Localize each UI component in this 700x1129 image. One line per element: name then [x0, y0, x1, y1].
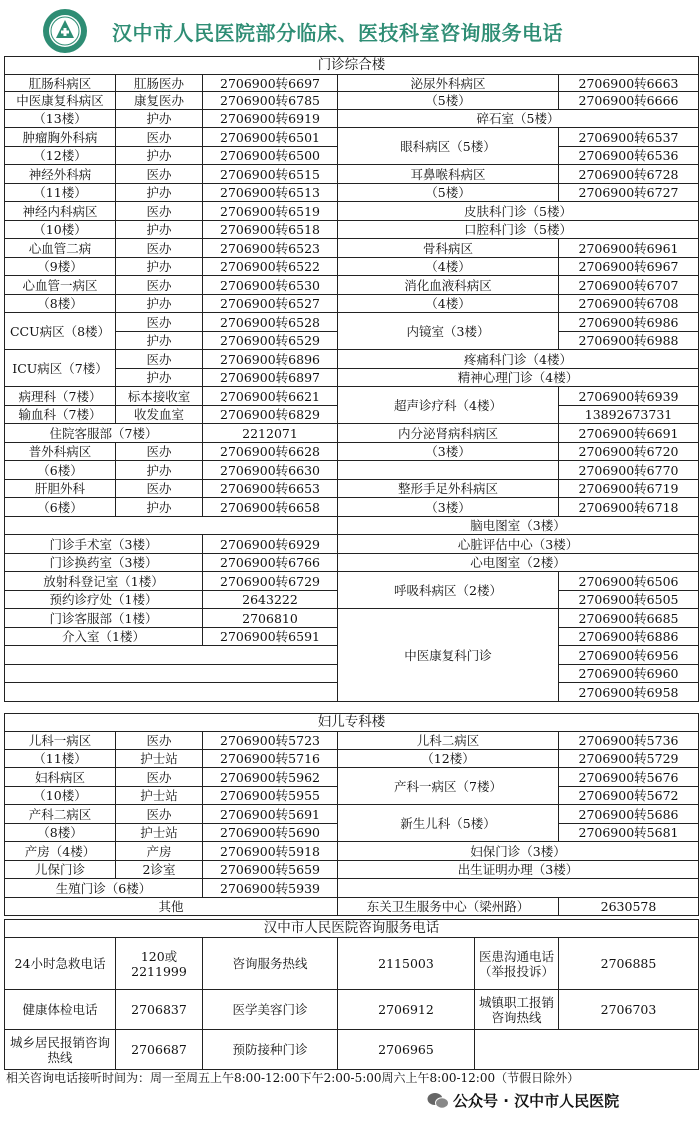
table-row [5, 572, 699, 591]
table-row [5, 732, 699, 750]
table-cell: 2706900转5918 [203, 842, 338, 861]
table-cell: 医办 [116, 768, 203, 787]
table-cell: 碎石室（5楼） [338, 110, 699, 128]
table-cell: 医患沟通电话（举报投诉） [475, 938, 559, 990]
table-cell: 护办 [116, 498, 203, 517]
table-cell: 超声诊疗科（4楼） [338, 387, 559, 424]
table-cell: 住院客服部（7楼） [5, 424, 203, 443]
table-cell: 2706900转6886 [559, 628, 699, 646]
table-cell: 心脏评估中心（3楼） [338, 535, 699, 554]
table-cell: 儿科一病区 [5, 732, 116, 750]
table-cell: CCU病区（8楼） [5, 313, 116, 350]
table-cell: 儿科二病区 [338, 732, 559, 750]
table-cell: 生殖门诊（6楼） [5, 879, 203, 898]
table-row [5, 350, 699, 369]
table-row [5, 842, 699, 861]
table-cell: 2706900转5723 [203, 732, 338, 750]
table-cell: （11楼） [5, 184, 116, 202]
table-cell: 2706900转6505 [559, 591, 699, 609]
table-cell: 2706900转6988 [559, 332, 699, 350]
table-cell: 2706900转6986 [559, 313, 699, 332]
table-cell: 2706900转5676 [559, 768, 699, 787]
table-cell: 2706900转6939 [559, 387, 699, 406]
table-cell: 2706900转6506 [559, 572, 699, 591]
table-cell: 医办 [116, 202, 203, 221]
table-cell: 产房（4楼） [5, 842, 116, 861]
table-row [5, 554, 699, 572]
table-cell: 护士站 [116, 824, 203, 842]
table-cell: 2706900转6919 [203, 110, 338, 128]
outpatient-table [4, 56, 699, 702]
hospital-logo [42, 8, 88, 54]
table-cell: 护办 [116, 184, 203, 202]
table-cell [5, 517, 338, 535]
table-cell: 2706837 [116, 990, 203, 1030]
table-cell [5, 683, 338, 702]
section-title: 妇儿专科楼 [5, 714, 699, 732]
table-cell: （6楼） [5, 498, 116, 517]
table-cell: 精神心理门诊（4楼） [338, 369, 699, 387]
table-cell: 2115003 [338, 938, 475, 990]
table-cell: （13楼） [5, 110, 116, 128]
table-cell: 医办 [116, 805, 203, 824]
table-row [5, 92, 699, 110]
table-cell: 2706900转6523 [203, 239, 338, 258]
table-cell: 心血管一病区 [5, 276, 116, 295]
table-row [5, 879, 699, 898]
table-cell: 2706900转6720 [559, 443, 699, 461]
section-title: 门诊综合楼 [5, 57, 699, 75]
table-cell: 2706900转6960 [559, 665, 699, 683]
table-row [5, 898, 699, 916]
table-cell: 口腔科门诊（5楼） [338, 221, 699, 239]
table-row [5, 202, 699, 221]
table-row [5, 75, 699, 92]
table-cell: 整形手足外科病区 [338, 480, 559, 498]
table-cell: 2706900转6515 [203, 165, 338, 184]
table-cell: （5楼） [338, 92, 559, 110]
table-cell: 产科一病区（7楼） [338, 768, 559, 805]
table-cell: 2706900转6537 [559, 128, 699, 147]
table-cell: 门诊换药室（3楼） [5, 554, 203, 572]
section-row [5, 920, 699, 938]
table-cell: 2706900转6685 [559, 609, 699, 628]
table-cell: 医办 [116, 165, 203, 184]
table-row [5, 258, 699, 276]
table-cell: 2706900转5690 [203, 824, 338, 842]
table-cell: 护办 [116, 332, 203, 350]
table-cell: 眼科病区（5楼） [338, 128, 559, 165]
table-cell: 脑电图室（3楼） [338, 517, 699, 535]
table-cell: 输血科（7楼） [5, 406, 116, 424]
table-cell: 2706703 [559, 990, 699, 1030]
table-cell: 护办 [116, 461, 203, 480]
table-row [5, 221, 699, 239]
table-row [5, 517, 699, 535]
table-cell: 2706900转5736 [559, 732, 699, 750]
table-cell: 医学美容门诊 [203, 990, 338, 1030]
table-cell: 2706900转6708 [559, 295, 699, 313]
watermark [427, 1090, 619, 1111]
table-cell: 2706900转6500 [203, 147, 338, 165]
table-cell: 2706900转6896 [203, 350, 338, 369]
table-cell: 内分泌肾病科病区 [338, 424, 559, 443]
section-row [5, 57, 699, 75]
table-cell: 2706900转6518 [203, 221, 338, 239]
table-cell: 2706900转6663 [559, 75, 699, 92]
table-cell: （9楼） [5, 258, 116, 276]
table-row [5, 861, 699, 879]
table-row [5, 295, 699, 313]
watermark-text: 公众号 · 汉中市人民医院 [453, 1092, 620, 1110]
table-cell [5, 665, 338, 683]
table-cell: 2706900转6929 [203, 535, 338, 554]
table-cell: 2706900转6527 [203, 295, 338, 313]
table-cell: 消化血液科病区 [338, 276, 559, 295]
table-cell: 健康体检电话 [5, 990, 116, 1030]
table-cell: 标本接收室 [116, 387, 203, 406]
table-cell: 2706900转6785 [203, 92, 338, 110]
table-cell: 心血管二病 [5, 239, 116, 258]
table-cell: 2706900转6528 [203, 313, 338, 332]
table-cell [338, 879, 699, 898]
table-cell [475, 1030, 699, 1070]
table-cell: 2706900转6956 [559, 646, 699, 665]
table-cell: 医办 [116, 239, 203, 258]
table-cell: 医办 [116, 128, 203, 147]
table-cell: 2706900转6718 [559, 498, 699, 517]
table-cell: 骨科病区 [338, 239, 559, 258]
table-cell: 2706900转6691 [559, 424, 699, 443]
table-cell: 耳鼻喉科病区 [338, 165, 559, 184]
table-cell: 2706900转5659 [203, 861, 338, 879]
table-row [5, 387, 699, 406]
table-cell: 康复医办 [116, 92, 203, 110]
table-cell: 病理科（7楼） [5, 387, 116, 406]
table-cell: 放射科登记室（1楼） [5, 572, 203, 591]
table-cell: 泌尿外科病区 [338, 75, 559, 92]
table-cell: 收发血室 [116, 406, 203, 424]
table-row [5, 480, 699, 498]
table-row [5, 535, 699, 554]
table-cell: 2706900转6719 [559, 480, 699, 498]
table-cell: 城乡居民报销咨询热线 [5, 1030, 116, 1070]
page-title: 汉中市人民医院部分临床、医技科室咨询服务电话 [112, 21, 563, 45]
table-row [5, 498, 699, 517]
table-cell: 门诊手术室（3楼） [5, 535, 203, 554]
table-cell: 护办 [116, 369, 203, 387]
table-cell: 产房 [116, 842, 203, 861]
table-cell: 2诊室 [116, 861, 203, 879]
table-cell: 肛肠科病区 [5, 75, 116, 92]
table-row [5, 424, 699, 443]
table-cell: 护士站 [116, 750, 203, 768]
table-cell: 2706900转6530 [203, 276, 338, 295]
table-cell: 2706900转6728 [559, 165, 699, 184]
table-cell: 2706900转5681 [559, 824, 699, 842]
table-row [5, 128, 699, 147]
table-cell: 2630578 [559, 898, 699, 916]
table-row [5, 276, 699, 295]
table-cell: 儿保门诊 [5, 861, 116, 879]
table-cell: 2706900转5729 [559, 750, 699, 768]
table-row [5, 990, 699, 1030]
table-cell: 医办 [116, 732, 203, 750]
footer-note: 相关咨询电话接听时间为：周一至周五上午8:00-12:00下午2:00-5:00周六上午8:00-12:00（节假日除外） [6, 1071, 580, 1085]
table-cell: 2706900转5672 [559, 787, 699, 805]
table-cell: 医办 [116, 480, 203, 498]
table-cell: 呼吸科病区（2楼） [338, 572, 559, 609]
table-row [5, 443, 699, 461]
table-cell: 2706900转6961 [559, 239, 699, 258]
table-cell: 介入室（1楼） [5, 628, 203, 646]
table-cell: 2706687 [116, 1030, 203, 1070]
table-row [5, 805, 699, 824]
page-header [0, 0, 700, 60]
table-cell: 护办 [116, 221, 203, 239]
table-cell: （12楼） [338, 750, 559, 768]
table-cell: （8楼） [5, 295, 116, 313]
table-cell: 2706900转6522 [203, 258, 338, 276]
table-row [5, 110, 699, 128]
women-children-table [4, 713, 699, 916]
table-cell: 护办 [116, 147, 203, 165]
table-cell: 2706900转5955 [203, 787, 338, 805]
section-row [5, 714, 699, 732]
table-cell: 妇科病区 [5, 768, 116, 787]
table-cell: （12楼） [5, 147, 116, 165]
table-cell: （11楼） [5, 750, 116, 768]
table-cell: 2706900转6967 [559, 258, 699, 276]
table-cell: 2706900转6666 [559, 92, 699, 110]
table-cell: 2706810 [203, 609, 338, 628]
table-cell: 2706900转6958 [559, 683, 699, 702]
table-cell: 2706885 [559, 938, 699, 990]
table-cell: 2706900转6591 [203, 628, 338, 646]
table-cell: 产科二病区 [5, 805, 116, 824]
table-cell: 13892673731 [559, 406, 699, 424]
table-cell: 2706900转6697 [203, 75, 338, 92]
table-cell: 2643222 [203, 591, 338, 609]
table-cell: 护士站 [116, 787, 203, 805]
table-cell: 2706965 [338, 1030, 475, 1070]
table-cell: 2212071 [203, 424, 338, 443]
table-cell: 医办 [116, 313, 203, 332]
table-cell: 2706900转6653 [203, 480, 338, 498]
table-row [5, 1030, 699, 1070]
table-cell: 2706900转6770 [559, 461, 699, 480]
table-cell: （6楼） [5, 461, 116, 480]
table-cell: 神经外科病 [5, 165, 116, 184]
table-cell: 肛肠医办 [116, 75, 203, 92]
section-title: 汉中市人民医院咨询服务电话 [5, 920, 699, 938]
wechat-icon [427, 1092, 449, 1110]
table-cell: 心电图室（2楼） [338, 554, 699, 572]
table-cell: 2706900转5716 [203, 750, 338, 768]
table-cell: 2706900转6529 [203, 332, 338, 350]
table-cell: （3楼） [338, 443, 559, 461]
table-cell: 120或2211999 [116, 938, 203, 990]
table-cell: 2706900转6727 [559, 184, 699, 202]
table-cell: 2706900转6658 [203, 498, 338, 517]
table-cell: 2706900转6766 [203, 554, 338, 572]
table-cell: 中医康复科病区 [5, 92, 116, 110]
table-cell: 城镇职工报销咨询热线 [475, 990, 559, 1030]
table-row [5, 461, 699, 480]
table-cell: （4楼） [338, 295, 559, 313]
table-row [5, 768, 699, 787]
table-cell: 预防接种门诊 [203, 1030, 338, 1070]
table-cell: 肝胆外科 [5, 480, 116, 498]
table-row [5, 609, 699, 628]
table-cell: 24小时急救电话 [5, 938, 116, 990]
table-cell [338, 461, 559, 480]
table-cell: 2706900转6829 [203, 406, 338, 424]
table-cell: 东关卫生服务中心（梁州路） [338, 898, 559, 916]
table-cell: 2706900转6513 [203, 184, 338, 202]
table-row [5, 165, 699, 184]
table-cell: 2706900转5962 [203, 768, 338, 787]
table-cell: （5楼） [338, 184, 559, 202]
table-row [5, 184, 699, 202]
table-cell: 医办 [116, 443, 203, 461]
table-cell: 中医康复科门诊 [338, 609, 559, 702]
table-cell: 医办 [116, 350, 203, 369]
table-cell: 其他 [5, 898, 338, 916]
table-cell: 2706900转5691 [203, 805, 338, 824]
table-cell: 2706900转6707 [559, 276, 699, 295]
table-cell: （10楼） [5, 221, 116, 239]
table-cell: 2706912 [338, 990, 475, 1030]
table-cell: （3楼） [338, 498, 559, 517]
table-cell: （10楼） [5, 787, 116, 805]
table-cell: 疼痛科门诊（4楼） [338, 350, 699, 369]
table-cell: 门诊客服部（1楼） [5, 609, 203, 628]
table-cell: （8楼） [5, 824, 116, 842]
table-row [5, 239, 699, 258]
table-cell: 2706900转6519 [203, 202, 338, 221]
table-cell: 神经内科病区 [5, 202, 116, 221]
table-cell: 肿瘤胸外科病 [5, 128, 116, 147]
table-cell: 护办 [116, 258, 203, 276]
table-cell: 护办 [116, 295, 203, 313]
table-cell: 医办 [116, 276, 203, 295]
table-cell: ICU病区（7楼） [5, 350, 116, 387]
table-cell: 普外科病区 [5, 443, 116, 461]
table-cell: 预约诊疗处（1楼） [5, 591, 203, 609]
table-cell: 内镜室（3楼） [338, 313, 559, 350]
table-cell: 2706900转6501 [203, 128, 338, 147]
table-cell: （4楼） [338, 258, 559, 276]
table-cell: 2706900转5686 [559, 805, 699, 824]
hotline-table [4, 919, 699, 1070]
table-row [5, 313, 699, 332]
table-cell: 2706900转6630 [203, 461, 338, 480]
table-cell: 咨询服务热线 [203, 938, 338, 990]
table-cell: 2706900转6628 [203, 443, 338, 461]
table-cell: 皮肤科门诊（5楼） [338, 202, 699, 221]
table-row [5, 938, 699, 990]
table-cell [5, 646, 338, 665]
table-cell: 2706900转6536 [559, 147, 699, 165]
table-cell: 出生证明办理（3楼） [338, 861, 699, 879]
table-cell: 2706900转6897 [203, 369, 338, 387]
table-cell: 新生儿科（5楼） [338, 805, 559, 842]
table-cell: 2706900转6621 [203, 387, 338, 406]
table-cell: 妇保门诊（3楼） [338, 842, 699, 861]
table-cell: 2706900转5939 [203, 879, 338, 898]
table-row [5, 750, 699, 768]
table-cell: 护办 [116, 110, 203, 128]
table-cell: 2706900转6729 [203, 572, 338, 591]
